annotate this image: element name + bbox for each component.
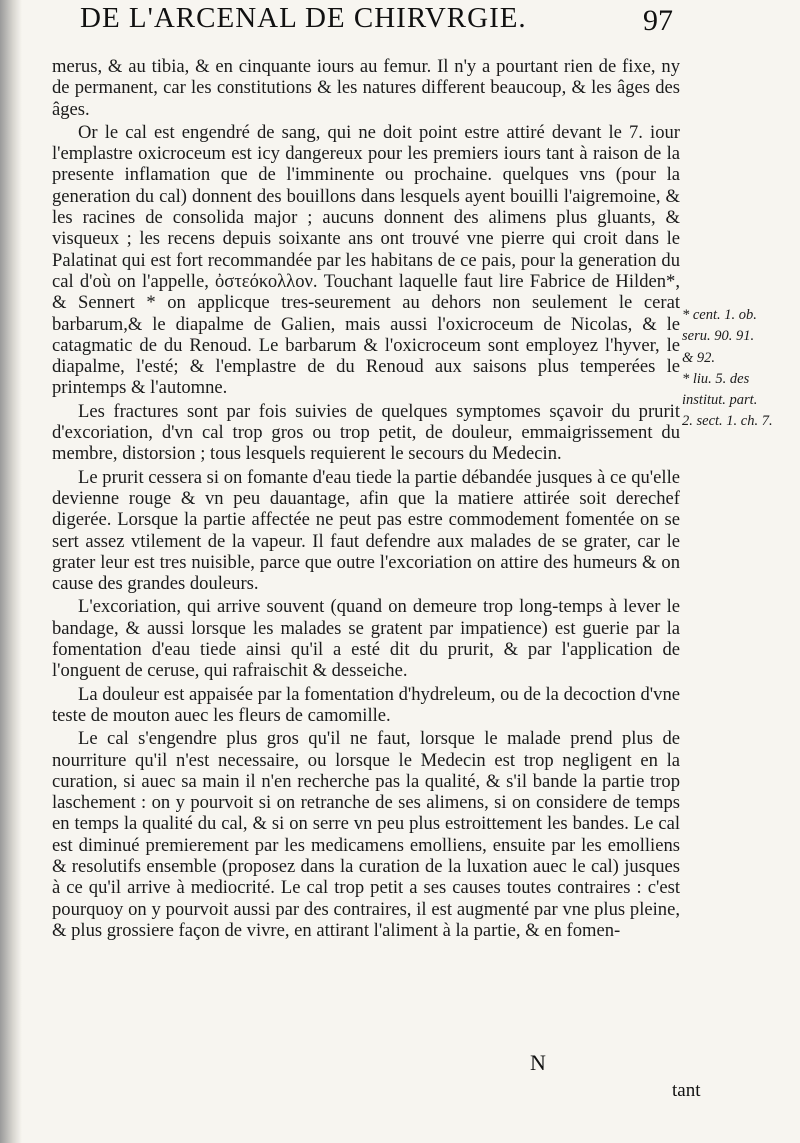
paragraph-cal-engendre: Or le cal est engendré de sang, qui ne doit point estre attiré devant le 7. iour l'emplastre oxicroceum est icy dangereux pour les premiers iours tant à raison de la presente inflamation que de l'imminente ou prochaine. quelques vns (pour la generation du cal) donnent des bouillons dans lesquels ayent bouilli l'aigremoine, & les racines de consolida major ; aucuns donnent des alimens plus gluants, & visqueux ; les recens depuis soixante ans ont trouvé vne pierre qui croit dans le Palatinat qui est fort recommandée par les habitans de ce pais, pour la generation du cal d'où on l'appelle, ὀστεόκολλον. Touchant laquelle faut lire Fabrice de Hilden*, & Sennert * on applicque tres-seurement au dehors non seulement le cerat barbarum,& le diapalme de Galien, mais aussi l'oxicroceum de Nicolas, & le catagmatic de du Renoud. Le barbarum & l'oxicroceum sont employez l'hyver, le diapalme, l'esté; & l'emplastre de du Renoud aux saisons plus temperées le printemps & l'automne. [52,121,680,399]
paragraph-cal-gros: Le cal s'engendre plus gros qu'il ne faut, lorsque le malade prend plus de nourriture qu'il n'est necessaire, ou lorsque le Medecin est trop negligent en la curation, si auec sa main il n'en recherche pas la qualité, & s'il bande la partie trop laschement : on y pourvoit si on retranche de ses alimens, si on considere de temps en temps la qualité du cal, & si on serre vn peu plus estroittement les bandes. Le cal est diminué premierement par les medicamens emolliens, ensuite par les emolliens & resolutifs ensemble (proposez dans la curation de la luxation auec le cal) jusques à ce qu'il arrive à mediocrité. Le cal trop petit a ses causes toutes contraires : c'est pourquoy on y pourvoit aussi par des contraires, il est augmenté par vne plus pleine, & plus grossiere façon de vivre, en attirant l'aliment à la partie, & en fomen- [52,728,680,941]
scan-edge-shadow [0,0,22,1143]
margin-note: * liu. 5. des [682,370,750,387]
margin-note: institut. part. [682,392,758,409]
margin-notes [682,305,773,433]
signature-mark: N [530,1050,546,1075]
paragraph-continuation: merus, & au tibia, & en cinquante iours au femur. Il n'y a pourtant rien de fixe, ny de permanent, car les constitutions & les natures different beaucoup, & les âges des âges. [52,56,680,120]
margin-note: & 92. [682,349,716,366]
paragraph-excoriation: L'excoriation, qui arrive souvent (quand on demeure trop long-temps à lever le bandage, & aussi lorsque les malades se gratent par impatience) est guerie par la fomentation d'eau tiede ainsi qu'il a esté dit du prurit, & par l'application de l'onguent de ceruse, qui rafraischit & desseiche. [52,596,680,682]
margin-note: seru. 90. 91. [682,328,755,345]
page-number: 97 [643,4,673,37]
margin-note: * cent. 1. ob. [682,307,757,323]
catchword: tant [672,1080,701,1101]
paragraph-fractures-symptomes: Les fractures sont par fois suivies de quelques symptomes sçavoir du prurit d'excoriation, d'vn cal trop gros ou trop petit, de douleur, emmaigrissement du membre, distorsion ; tous lesquels requierent le secours du Medecin. [52,400,680,465]
margin-note: 2. sect. 1. ch. 7. [682,413,773,430]
running-title: DE L'ARCENAL DE CHIRVRGIE. [80,2,527,34]
paragraph-douleur: La douleur est appaisée par la fomentation d'hydreleum, ou de la decoction d'vne teste de mouton auec les fleurs de camomille. [52,683,680,726]
paragraph-prurit: Le prurit cessera si on fomante d'eau tiede la partie débandée jusques à ce qu'elle devienne rouge & vn peu dauantage, afin que la matiere attirée soit derechef digerée. Lorsque la partie affectée ne peut pas estre commodement fomentée on se sert assez vtilement de la vapeur. Il faut defendre aux malades de se grater, car le grater leur est tres nuisible, parce que outre l'excoriation on attire des humeurs & on cause des grandes douleurs. [52,466,680,595]
body-text [52,56,680,941]
